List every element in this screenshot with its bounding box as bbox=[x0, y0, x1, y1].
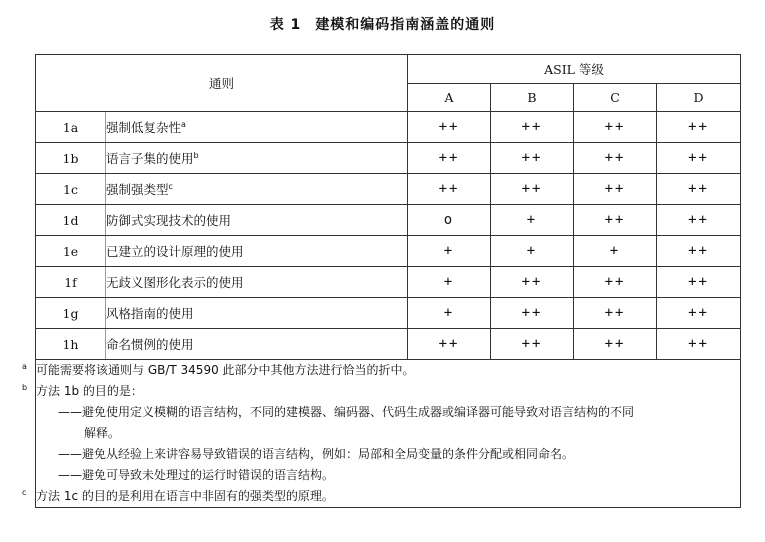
row-principle bbox=[106, 298, 408, 329]
row-principle bbox=[106, 236, 408, 267]
note-b-text: 方法 1b 的目的是： bbox=[36, 384, 143, 398]
rating-d: ++ bbox=[657, 267, 741, 298]
table-row bbox=[36, 298, 741, 329]
row-id: 1d bbox=[36, 205, 106, 236]
row-principle bbox=[106, 329, 408, 360]
row-principle bbox=[106, 112, 408, 143]
rating-b: ++ bbox=[491, 267, 574, 298]
guidelines-table bbox=[22, 54, 741, 508]
rating-c: ++ bbox=[574, 298, 657, 329]
row-principle-text: 风格指南的使用 bbox=[106, 306, 194, 321]
note-a bbox=[22, 360, 740, 381]
rating-a: + bbox=[408, 236, 491, 267]
rating-d: ++ bbox=[657, 298, 741, 329]
row-note-ref: b bbox=[193, 150, 199, 160]
table-row bbox=[36, 174, 741, 205]
table-body bbox=[36, 112, 741, 360]
row-note-ref: a bbox=[181, 119, 186, 129]
asil-level-d: D bbox=[657, 84, 741, 112]
table-number: 表 1 bbox=[269, 17, 302, 33]
note-c-mark: c bbox=[22, 488, 27, 497]
rating-d: ++ bbox=[657, 236, 741, 267]
rating-c: ++ bbox=[574, 267, 657, 298]
row-principle bbox=[106, 143, 408, 174]
rating-b: ++ bbox=[491, 174, 574, 205]
row-principle bbox=[106, 174, 408, 205]
row-id: 1a bbox=[36, 112, 106, 143]
rating-b: ++ bbox=[491, 112, 574, 143]
note-b-mark: b bbox=[22, 383, 28, 392]
rating-c: ++ bbox=[574, 174, 657, 205]
table-row bbox=[36, 236, 741, 267]
row-id: 1h bbox=[36, 329, 106, 360]
rating-a: + bbox=[408, 267, 491, 298]
rating-b: + bbox=[491, 205, 574, 236]
row-principle-text: 防御式实现技术的使用 bbox=[106, 213, 232, 228]
note-a-mark: a bbox=[22, 362, 27, 371]
asil-header: ASIL 等级 bbox=[408, 55, 741, 84]
rating-d: ++ bbox=[657, 329, 741, 360]
rating-c: ++ bbox=[574, 329, 657, 360]
note-b-item: ——避免可导致未处理过的运行时错误的语言结构。 bbox=[58, 468, 335, 482]
note-b bbox=[22, 381, 740, 402]
note-a-text: 可能需要将该通则与 GB/T 34590 此部分中其他方法进行恰当的折中。 bbox=[36, 363, 415, 377]
rating-d: ++ bbox=[657, 174, 741, 205]
rating-b: ++ bbox=[491, 329, 574, 360]
note-b-item: 解释。 bbox=[84, 426, 121, 440]
rating-d: ++ bbox=[657, 112, 741, 143]
row-principle-text: 无歧义图形化表示的使用 bbox=[106, 275, 244, 290]
table-row bbox=[36, 329, 741, 360]
row-principle bbox=[106, 267, 408, 298]
rating-b: ++ bbox=[491, 143, 574, 174]
rating-a: ++ bbox=[408, 143, 491, 174]
note-c-text: 方法 1c 的目的是利用在语言中非固有的强类型的原理。 bbox=[36, 489, 334, 503]
rating-a: ++ bbox=[408, 329, 491, 360]
row-principle-text: 语言子集的使用 bbox=[106, 151, 194, 166]
note-b-item: ——避免使用定义模糊的语言结构，不同的建模器、编码器、代码生成器或编译器可能导致对语言结构的不同 bbox=[58, 405, 635, 419]
table-title: 建模和编码指南涵盖的通则 bbox=[315, 17, 496, 33]
row-principle bbox=[106, 205, 408, 236]
note-c bbox=[22, 486, 740, 507]
row-principle-text: 已建立的设计原理的使用 bbox=[106, 244, 244, 259]
table-caption bbox=[0, 14, 765, 34]
rating-c: ++ bbox=[574, 112, 657, 143]
asil-level-a: A bbox=[408, 84, 491, 112]
row-id: 1c bbox=[36, 174, 106, 205]
note-b-item: ——避免从经验上来讲容易导致错误的语言结构，例如：局部和全局变量的条件分配或相同命名。 bbox=[58, 447, 575, 461]
rating-a: ++ bbox=[408, 112, 491, 143]
rating-c: ++ bbox=[574, 205, 657, 236]
row-principle-text: 强制强类型 bbox=[106, 182, 169, 197]
principle-header: 通则 bbox=[36, 55, 408, 112]
rating-d: ++ bbox=[657, 205, 741, 236]
rating-d: ++ bbox=[657, 143, 741, 174]
table-notes bbox=[22, 360, 741, 508]
rating-a: + bbox=[408, 298, 491, 329]
rating-a: o bbox=[408, 205, 491, 236]
row-id: 1b bbox=[36, 143, 106, 174]
table-row bbox=[36, 143, 741, 174]
table-row bbox=[36, 205, 741, 236]
row-note-ref: c bbox=[168, 181, 173, 191]
table-row bbox=[36, 112, 741, 143]
table-row bbox=[36, 267, 741, 298]
rating-c: + bbox=[574, 236, 657, 267]
rating-c: ++ bbox=[574, 143, 657, 174]
asil-level-b: B bbox=[491, 84, 574, 112]
rating-a: ++ bbox=[408, 174, 491, 205]
row-principle-text: 强制低复杂性 bbox=[106, 120, 182, 135]
asil-level-c: C bbox=[574, 84, 657, 112]
rating-b: ++ bbox=[491, 298, 574, 329]
row-id: 1g bbox=[36, 298, 106, 329]
row-id: 1f bbox=[36, 267, 106, 298]
rating-b: + bbox=[491, 236, 574, 267]
row-principle-text: 命名惯例的使用 bbox=[106, 337, 194, 352]
row-id: 1e bbox=[36, 236, 106, 267]
